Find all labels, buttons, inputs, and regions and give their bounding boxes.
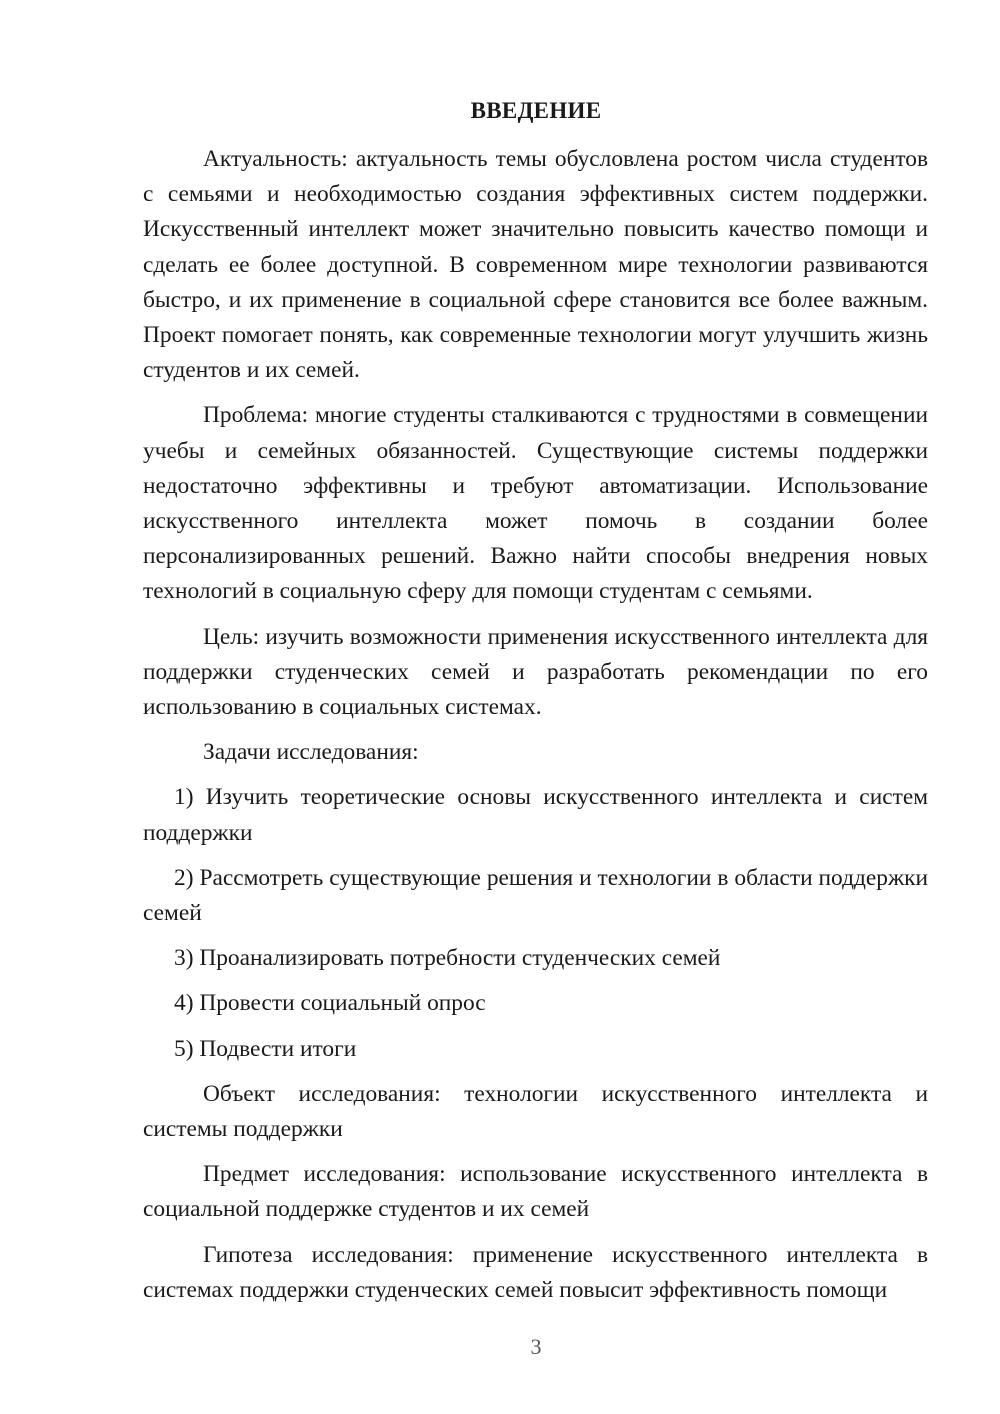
paragraph-object: Объект исследования: технологии искусственного интеллекта и системы поддержки: [143, 1080, 928, 1143]
task-item: 5) Подвести итоги: [174, 1035, 357, 1062]
paragraph-relevance: Актуальность: актуальность темы обусловлена ростом числа студентов с семьями и необходимостью создания эффективных систем поддержки. Искусственный интеллект может значительно повысить качество помощи и сделать ее более доступной. В современном мире технологии развиваются быстро, и их применение в социальной сфере становится все более важным. Проект помогает понять, как современные технологии могут улучшить жизнь студентов и их семей.: [143, 146, 928, 384]
paragraph-goal: Цель: изучить возможности применения искусственного интеллекта для поддержки студенческих семей и разработать рекомендации по его использованию в социальных системах.: [143, 623, 928, 721]
task-item: 1) Изучить теоретические основы искусственного интеллекта и систем поддержки: [143, 784, 928, 846]
paragraph-hypothesis: Гипотеза исследования: применение искусственного интеллекта в системах поддержки студенческих семей повысит эффективность помощи: [143, 1241, 928, 1303]
task-item: 3) Проанализировать потребности студенческих семей: [174, 945, 721, 972]
paragraph-problem: Проблема: многие студенты сталкиваются с трудностями в совмещении учебы и семейных обязанностей. Существующие системы поддержки недостаточно эффективны и требуют автоматизации. Использование искусственного интеллекта может помочь в создании более персонализированных решений. Важно найти способы внедрения новых технологий в социальную сферу для помощи студентам с семьями.: [143, 402, 928, 605]
paragraph-tasks-intro: Задачи исследования:: [203, 739, 419, 766]
paragraph-subject: Предмет исследования: использование искусственного интеллекта в социальной поддержке студентов и их семей: [143, 1161, 928, 1223]
page-number: 3: [530, 1334, 542, 1359]
task-item: 4) Провести социальный опрос: [174, 990, 486, 1017]
task-item: 2) Рассмотреть существующие решения и технологии в области поддержки семей: [143, 864, 928, 927]
document-body: [143, 142, 928, 1308]
section-heading: ВВЕДЕНИЕ: [470, 98, 602, 123]
